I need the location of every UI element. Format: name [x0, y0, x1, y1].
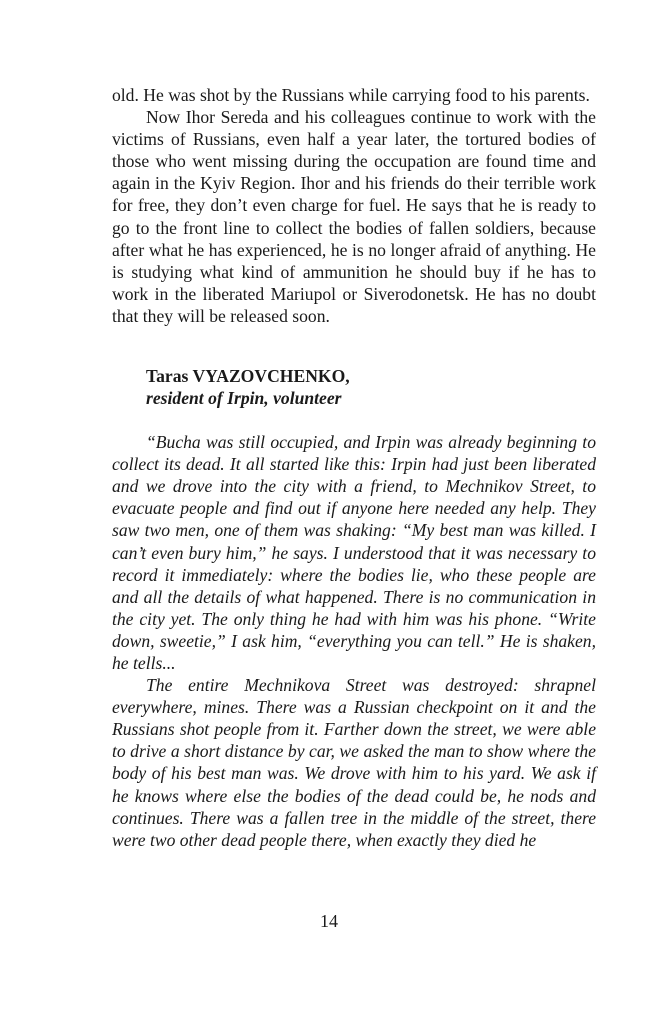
- author-name: Taras VYAZOVCHENKO,: [146, 366, 350, 387]
- page-number: 14: [320, 911, 338, 931]
- quote-block: [112, 431, 596, 851]
- author-role: resident of Irpin, volunteer: [146, 388, 342, 409]
- quote-paragraph-1: “Bucha was still occupied, and Irpin was already beginning to collect its dead. It all started like this: Irpin had just been liberated and we drove into the city with a friend, to Mechnikov Street, to evacuate people and find out if anyone here needed any help. They saw two men, one of them was shaking: “My best man was killed. I can’t even bury him,” he says. I understood that it was necessary to record it immediately: where the bodies lie, who these people are and all the details of what happened. There is no communication in the city yet. The only thing he had with him was his phone. “Write down, sweetie,” I ask him, “everything you can tell.” He is shaken, he tells...: [112, 432, 596, 673]
- page-content: [112, 84, 596, 851]
- body-paragraph-2: Now Ihor Sereda and his colleagues continue to work with the victims of Russians, even half a year later, the tortured bodies of those who went missing during the occupation are found time and again in the Kyiv Region. Ihor and his friends do their terrible work for free, they don’t even charge for fuel. He says that he is ready to go to the front line to collect the bodies of fallen soldiers, because after what he has experienced, he is no longer afraid of anything. He is studying what kind of ammunition he should buy if he has to work in the liberated Mariupol or Siverodonetsk. He has no doubt that they will be released soon.: [112, 107, 596, 326]
- body-paragraph-1: old. He was shot by the Russians while carrying food to his parents.: [112, 85, 590, 105]
- quote-paragraph-2: The entire Mechnikova Street was destroyed: shrapnel everywhere, mines. There was a Russian checkpoint on it and the Russians shot people from it. Farther down the street, we were able to drive a short distance by car, we asked the man to show where the body of his best man was. We drove with him to his yard. We ask if he knows where else the bodies of the dead could be, he nods and continues. There was a fallen tree in the middle of the street, there were two other dead people there, when exactly they died he: [112, 675, 596, 850]
- author-block: [112, 365, 596, 409]
